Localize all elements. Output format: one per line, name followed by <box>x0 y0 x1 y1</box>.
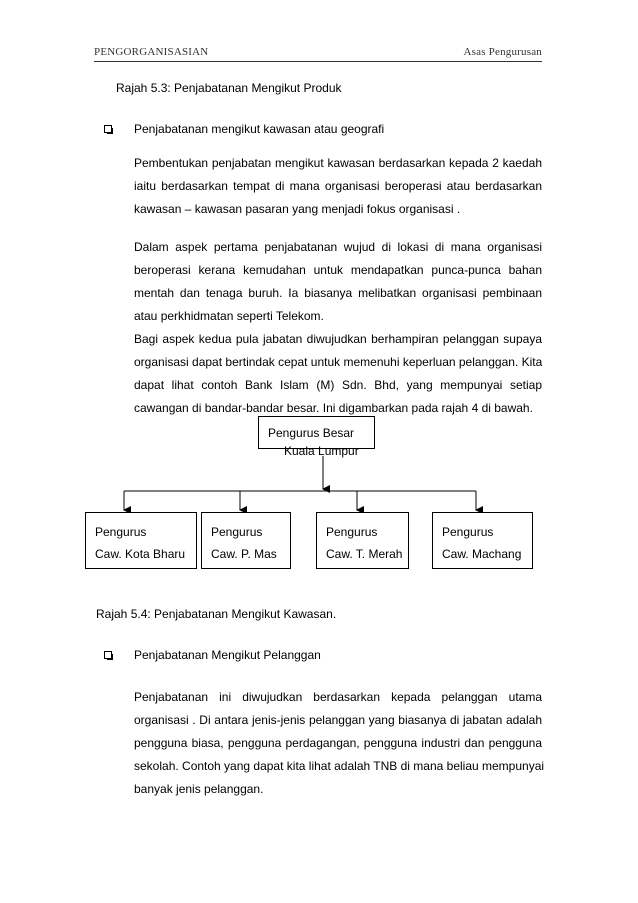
org-box-location: Kuala Lumpur <box>284 444 359 458</box>
section-heading-pelanggan: Penjabatanan Mengikut Pelanggan <box>134 648 321 662</box>
paragraph-line: Penjabatanan ini diwujudkan berdasarkan kepada pelanggan utama <box>134 690 542 704</box>
org-box-title: Pengurus <box>442 525 494 539</box>
org-box-title: Pengurus <box>95 525 147 539</box>
org-box-title: Pengurus Besar <box>268 426 355 440</box>
paragraph-pelanggan <box>134 690 545 805</box>
org-box-machang <box>432 512 533 569</box>
org-box-branch: Caw. Kota Bharu <box>95 547 186 561</box>
checkbox-bullet-icon <box>104 651 112 659</box>
paragraph-line: atau perkhidmatan seperti Telekom. <box>134 309 324 323</box>
paragraph-line: organisasi dapat bertindak cepat untuk memenuhi keperluan pelanggan. Kita <box>134 355 543 369</box>
running-header-left: PENGORGANISASIAN <box>94 46 209 58</box>
org-box-branch: Caw. T. Merah <box>326 547 403 561</box>
org-box-kota-bharu <box>85 512 197 569</box>
org-box-p-mas <box>201 512 291 569</box>
paragraph-line: organisasi . Di antara jenis-jenis pelanggan yang biasanya di jabatan adalah <box>134 713 542 727</box>
figure-caption-5-3: Rajah 5.3: Penjabatanan Mengikut Produk <box>116 81 342 95</box>
paragraph-line: Dalam aspek pertama penjabatanan wujud di lokasi di mana organisasi <box>134 240 542 254</box>
paragraph-line: beroperasi kerana kemudahan untuk mendapatkan punca-punca bahan <box>134 263 542 277</box>
paragraph-line: cawangan di bandar-bandar besar. Ini digambarkan pada rajah 4 di bawah. <box>134 401 533 415</box>
running-header-right: Asas Pengurusan <box>463 46 542 58</box>
paragraph-line: Bagi aspek kedua pula jabatan diwujudkan berhampiran pelanggan supaya <box>134 332 542 346</box>
paragraph-line: Pembentukan penjabatan mengikut kawasan berdasarkan kepada 2 kaedah <box>134 156 542 170</box>
paragraph-line: banyak jenis pelanggan. <box>134 782 264 796</box>
figure-caption-5-4: Rajah 5.4: Penjabatanan Mengikut Kawasan. <box>96 607 337 621</box>
org-box-branch: Caw. Machang <box>442 547 522 561</box>
org-box-branch: Caw. P. Mas <box>211 547 277 561</box>
paragraph-line: iaitu berdasarkan tempat di mana organisasi beroperasi atau berdasarkan <box>134 179 542 193</box>
org-box-title: Pengurus <box>326 525 378 539</box>
section-heading-geografi: Penjabatanan mengikut kawasan atau geografi <box>134 122 385 136</box>
paragraph-line: kawasan – kawasan pasaran yang menjadi fokus organisasi . <box>134 202 461 216</box>
paragraph-line: mentah dan tenaga buruh. Ia biasanya melibatkan organisasi pembinaan <box>134 286 542 300</box>
paragraph-line: pengguna biasa, pengguna perdagangan, pengguna industri dan pengguna <box>134 736 542 750</box>
org-box-t-merah <box>316 512 409 569</box>
paragraph-line: sekolah. Contoh yang dapat kita lihat adalah TNB di mana beliau mempunyai <box>134 759 545 773</box>
org-box-title: Pengurus <box>211 525 263 539</box>
paragraph-line: dapat lihat contoh Bank Islam (M) Sdn. Bhd, yang mempunyai setiap <box>134 378 542 392</box>
